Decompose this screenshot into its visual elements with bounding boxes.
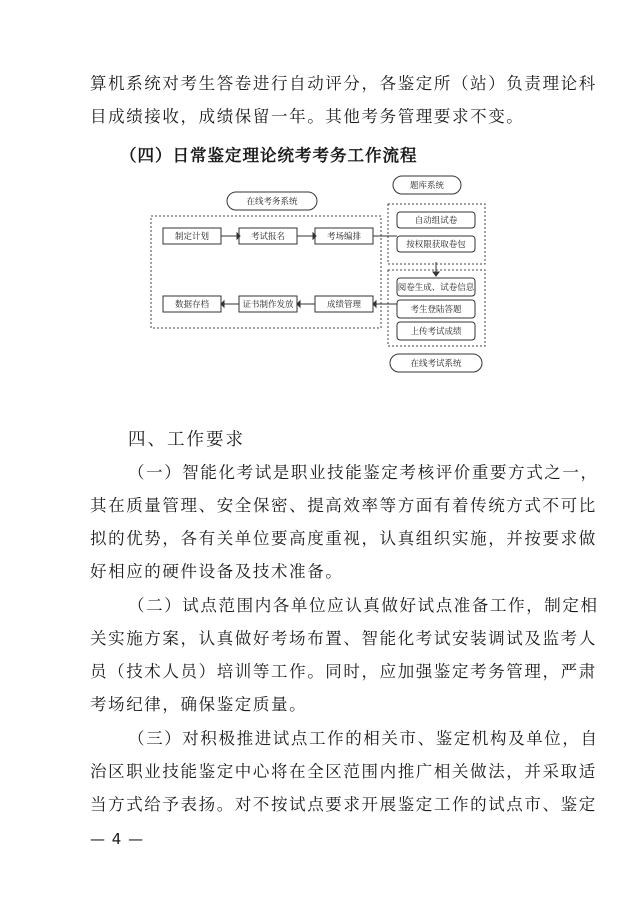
text-line: 治区职业技能鉴定中心将在全区范围内推广相关做法，并采取适: [90, 762, 597, 781]
text-line: 考场纪律，确保鉴定质量。: [90, 695, 308, 714]
text-line: 好相应的硬件设备及技术准备。: [90, 562, 344, 581]
bank-text: 题库系统: [409, 181, 445, 191]
text-line: 关实施方案，认真做好考场布置、智能化考试安装调试及监考人: [90, 629, 597, 648]
box-login-answer-text: 考生登陆答题: [410, 305, 462, 315]
requirements-heading: 四、工作要求: [128, 430, 245, 450]
flowchart-diagram: [145, 172, 505, 380]
box-certificate-text: 证书制作发放: [242, 300, 294, 310]
box-get-package-text: 按权限获取卷包: [406, 240, 466, 250]
text-line: 目成绩接收，成绩保留一年。其他考务管理要求不变。: [90, 107, 525, 126]
page-number: — 4 —: [90, 830, 145, 848]
box-exam-info-text: 阅卷生成、试卷信息: [397, 283, 475, 293]
box-auto-paper-text: 自动组试卷: [414, 216, 458, 226]
text-line: （一）智能化考试是职业技能鉴定考核评价重要方式之一，: [128, 463, 599, 482]
text-line: 算机系统对考生答卷进行自动评分，各鉴定所（站）负责理论科: [90, 74, 597, 93]
section-heading: （四）日常鉴定理论统考考务工作流程: [120, 146, 418, 165]
text-line: 当方式给予表扬。对不按试点要求开展鉴定工作的试点市、鉴定: [90, 795, 597, 814]
text-line: 员（技术人员）培训等工作。同时，应加强鉴定考务管理，严肃: [90, 662, 597, 681]
box-plan-text: 制定计划: [174, 232, 210, 242]
text-line: （二）试点范围内各单位应认真做好试点准备工作，制定相: [128, 596, 599, 615]
text-line: 其在质量管理、安全保密、提高效率等方面有着传统方式不可比: [90, 496, 597, 515]
box-arrange-text: 考场编排: [326, 232, 362, 242]
box-register-text: 考试报名: [250, 232, 286, 242]
text-line: 拟的优势，各有关单位要高度重视，认真组织实施，并按要求做: [90, 529, 597, 548]
online-system-text: 在线考务系统: [246, 197, 298, 207]
exam-text: 在线考试系统: [410, 359, 462, 369]
box-upload-score-text: 上传考试成绩: [410, 327, 462, 337]
box-score-text: 成绩管理: [326, 300, 362, 310]
box-archive-text: 数据存档: [174, 300, 210, 310]
text-line: （三）对积极推进试点工作的相关市、鉴定机构及单位，自: [128, 729, 599, 748]
